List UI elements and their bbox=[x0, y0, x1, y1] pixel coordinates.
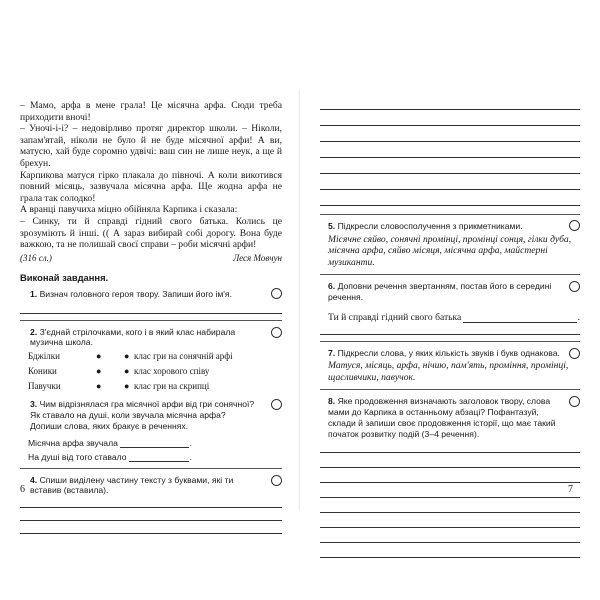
match-dot[interactable]: ● bbox=[96, 366, 102, 377]
answer-line[interactable] bbox=[320, 503, 580, 513]
divider bbox=[320, 389, 580, 390]
question-8 bbox=[320, 396, 580, 439]
answer-line[interactable] bbox=[320, 533, 580, 543]
question-1 bbox=[20, 289, 282, 300]
answer-line[interactable] bbox=[320, 116, 580, 126]
answer-line[interactable] bbox=[20, 511, 282, 521]
question-text: Підкресли словосполучення з прикметниками. bbox=[337, 221, 523, 231]
right-column bbox=[320, 100, 580, 558]
tasks-heading: Виконай завдання. bbox=[20, 271, 109, 283]
answer-circle[interactable] bbox=[569, 396, 580, 407]
word-count: (316 сл.) bbox=[20, 252, 52, 263]
question-number: 6. bbox=[328, 281, 336, 292]
answer-circle[interactable] bbox=[569, 220, 580, 231]
answer-line[interactable] bbox=[320, 458, 580, 468]
story-signature bbox=[20, 253, 282, 263]
answer-line[interactable] bbox=[320, 164, 580, 174]
question-text: Підкресли слова, у яких кількість звуків і букв однакова. bbox=[337, 347, 560, 358]
answer-line[interactable] bbox=[320, 100, 580, 110]
question-number: 7. bbox=[328, 347, 336, 358]
story-paragraph: Карпикова матуся гірко плакала до півночі. А коли викотився повний місяць, зазвучала місячна арфа. Ще жодна арфа не грала так солодко! bbox=[20, 169, 282, 204]
page-number: 7 bbox=[568, 484, 573, 495]
match-dot[interactable]: ● bbox=[124, 366, 130, 377]
story-paragraph: – Уночі-і-і? – недовірливо протяг директор школи. – Ніколи, запам'ятай, ніколи не було й не буде місячної арфи! А ви, матусю, хай буде соромно удвічі: ваш син не лише неук, а ще й брехун. bbox=[20, 123, 282, 169]
story-paragraph: А вранці павучиха міцно обійняла Карпика і сказала: bbox=[20, 204, 238, 216]
match-left-item: Павучки bbox=[28, 381, 61, 392]
story-paragraph: – Мамо, арфа в мене грала! Це місячна арфа. Сюди треба приходити вночі! bbox=[20, 100, 282, 123]
match-dot[interactable]: ● bbox=[124, 381, 130, 392]
answer-circle[interactable] bbox=[271, 327, 282, 338]
answer-line[interactable] bbox=[320, 180, 580, 190]
divider bbox=[320, 214, 580, 215]
answer-line[interactable] bbox=[20, 498, 282, 508]
answer-circle[interactable] bbox=[271, 475, 282, 486]
question-5 bbox=[320, 221, 580, 232]
right-page bbox=[300, 0, 600, 600]
fill-in-1: Місячна арфа звучала . bbox=[20, 436, 192, 448]
divider bbox=[320, 341, 580, 342]
sentence-text: Ти й справді гідний свого батька bbox=[328, 311, 462, 323]
matching-exercise bbox=[20, 351, 282, 395]
question-number: 4. bbox=[30, 474, 38, 485]
match-dot[interactable]: ● bbox=[96, 381, 102, 392]
story-text bbox=[20, 100, 282, 251]
answer-line[interactable] bbox=[320, 325, 580, 335]
answer-line[interactable] bbox=[320, 443, 580, 453]
answer-circle[interactable] bbox=[569, 348, 580, 359]
question-text: Чим відрізнялася гра місячної арфи від гри сонячної? Як ставало на душі, коли звучала місячна арфа? bbox=[30, 399, 255, 420]
question-number: 2. bbox=[30, 326, 38, 337]
answer-circle[interactable] bbox=[271, 288, 282, 299]
fill-blank[interactable] bbox=[463, 314, 576, 323]
question-number: 3. bbox=[30, 399, 38, 410]
answer-line[interactable] bbox=[20, 304, 282, 314]
fill-blank[interactable] bbox=[120, 439, 189, 448]
fill-in-2: На душі від того ставало . bbox=[20, 450, 192, 462]
divider bbox=[20, 320, 282, 321]
left-column bbox=[20, 100, 282, 534]
answer-line[interactable] bbox=[320, 548, 580, 558]
question-5-words: Місячне сяйво, сонячні промінці, промінці сонця, гілки дуба, місячна арфа, сяйво місяця, місячна арфа, майстерні музиканти. bbox=[328, 233, 572, 268]
question-2 bbox=[20, 327, 282, 349]
match-left-item: Коники bbox=[28, 366, 57, 377]
question-number: 1. bbox=[30, 288, 38, 299]
question-7 bbox=[320, 348, 580, 359]
answer-line[interactable] bbox=[320, 488, 580, 498]
fill-label: Місячна арфа звучала bbox=[28, 437, 118, 448]
story-paragraph: – Синку, ти й справді гідний свого батька. Колись це зрозуміють й інші. (( А зараз вибирай собі дорогу. Вона буде важкою, та не полишай своєї справи – роби місячні арфи! bbox=[20, 215, 282, 251]
question-6 bbox=[320, 281, 580, 303]
question-3-instruction: Допиши слова, яких бракує в реченнях. bbox=[30, 420, 189, 431]
answer-line[interactable] bbox=[320, 473, 580, 483]
answer-circle[interactable] bbox=[271, 399, 282, 410]
question-text: Доповни речення звертанням, постав його в середині речення. bbox=[328, 281, 552, 302]
question-text: З'єднай стрілочками, кого і в який клас набирала музична школа. bbox=[30, 326, 236, 348]
question-text: Спиши виділену частину тексту з буквами, які ти вставив (вставила). bbox=[30, 474, 234, 496]
answer-line[interactable] bbox=[320, 196, 580, 206]
match-right-item: клас хорового співу bbox=[134, 366, 210, 377]
question-text: Яке продовження визначають заголовок твору, слова мами до Карпика в останньому абзаці? Пофантазуй, склади й запиши своє продовження історії, що має такий початок розвитку подій (3–4 речення). bbox=[328, 396, 556, 439]
answer-line[interactable] bbox=[320, 148, 580, 158]
question-3 bbox=[20, 399, 282, 421]
answer-line[interactable] bbox=[20, 524, 282, 534]
question-7-words: Матуся, місяць, арфа, нічию, пам'ять, проміння, промінці, щасливчики, павучок. bbox=[328, 360, 569, 383]
answer-line[interactable] bbox=[320, 132, 580, 142]
page-number: 6 bbox=[20, 484, 25, 495]
question-number: 5. bbox=[328, 221, 336, 231]
divider bbox=[320, 274, 580, 275]
match-right-item: клас гри на сонячній арфі bbox=[134, 351, 233, 362]
fill-blank[interactable] bbox=[129, 453, 189, 462]
fill-in-sentence: Ти й справді гідний свого батька . bbox=[320, 309, 580, 323]
question-4 bbox=[20, 475, 282, 497]
question-number: 8. bbox=[328, 396, 336, 407]
match-left-item: Бджілки bbox=[28, 351, 60, 362]
match-right-item: клас гри на скрипці bbox=[134, 381, 210, 392]
match-dot[interactable]: ● bbox=[124, 351, 130, 362]
divider bbox=[20, 468, 282, 469]
answer-line[interactable] bbox=[320, 518, 580, 528]
match-dot[interactable]: ● bbox=[96, 351, 102, 362]
question-text: Визнач головного героя твору. Запиши його ім'я. bbox=[39, 288, 232, 299]
answer-circle[interactable] bbox=[569, 281, 580, 292]
author-name: Леся Мовчун bbox=[233, 252, 282, 263]
fill-label: На душі від того ставало bbox=[28, 451, 127, 462]
